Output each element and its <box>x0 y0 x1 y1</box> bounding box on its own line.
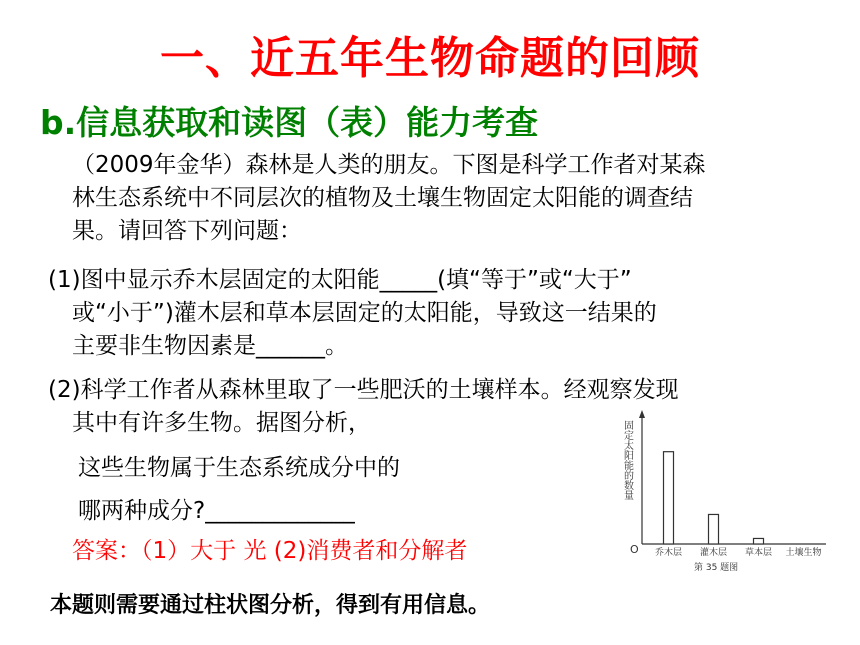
category-label-4: 土壤生物 <box>785 548 822 558</box>
section-subtitle: b.信息获取和读图（表）能力考查 <box>40 103 539 142</box>
bar-2 <box>709 514 719 544</box>
intro-line-1: （2009年金华）森林是人类的朋友。下图是科学工作者对某森 <box>72 152 706 178</box>
question-2-line-2: 其中有许多生物。据图分析， <box>72 410 371 436</box>
question-2-line-1: (2)科学工作者从森林里取了一些肥沃的土壤样本。经观察发现 <box>48 377 679 403</box>
question-2-line-4: 哪两种成分?_____________ <box>78 498 355 524</box>
y-axis-arrow <box>639 410 645 418</box>
bar-figure <box>614 410 834 580</box>
question-1-line-2: 或“小于”)灌木层和草本层固定的太阳能，导致这一结果的 <box>72 300 657 326</box>
bar-1 <box>664 452 674 544</box>
page-title: 一、近五年生物命题的回顾 <box>160 33 700 84</box>
category-label-1: 乔木层 <box>654 548 683 558</box>
summary-text: 本题则需要通过柱状图分析，得到有用信息。 <box>50 593 491 618</box>
bar-figure-svg <box>614 410 834 580</box>
question-1-line-3: 主要非生物因素是______。 <box>72 333 348 359</box>
origin-label: O <box>630 543 639 556</box>
question-1-line-1: (1)图中显示乔木层固定的太阳能_____(填“等于”或“大于” <box>48 267 632 293</box>
figure-caption: 第 35 题图 <box>694 563 739 573</box>
answer-text: 答案：（1）大于 光 (2)消费者和分解者 <box>72 538 468 564</box>
intro-line-2: 林生态系统中不同层次的植物及土壤生物固定太阳能的调查结 <box>72 185 693 211</box>
intro-paragraph <box>72 149 852 248</box>
category-label-3: 草本层 <box>744 548 773 558</box>
intro-line-3: 果。请回答下列问题： <box>72 218 302 244</box>
category-label-2: 灌木层 <box>699 548 728 558</box>
bar-3 <box>754 538 764 544</box>
question-1 <box>48 264 848 363</box>
y-axis-label: 固定太阳能的数量 <box>621 420 633 500</box>
question-2-line-3: 这些生物属于生态系统成分中的 <box>78 455 400 481</box>
